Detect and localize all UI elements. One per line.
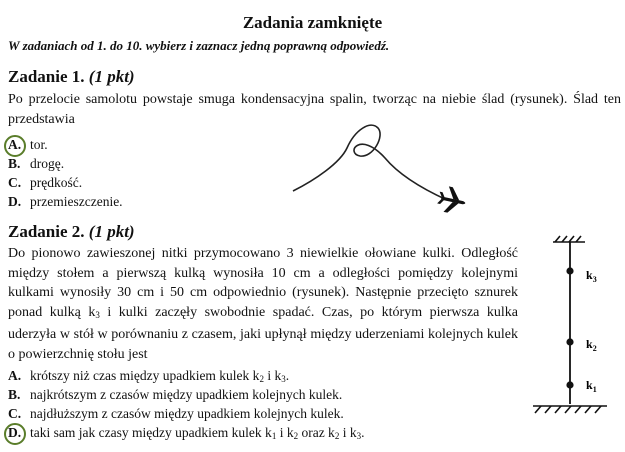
task2-option-d[interactable]: [8, 425, 364, 441]
option-text: tor.: [30, 137, 48, 152]
airplane-icon: [436, 185, 468, 216]
subscript: 3: [281, 374, 286, 384]
task2-heading: [8, 222, 135, 242]
option-text: taki sam jak czasy między upadkiem kulek $k_1$ i $k_2$ oraz $k_2$ i $k_3$.: [30, 425, 365, 441]
label-k1: $k_1$: [586, 378, 597, 394]
subscript: 3: [356, 431, 362, 441]
option-text: krótszy niż czas między upadkiem kulek $k_2$ i $k_3$.: [30, 368, 290, 384]
subscript: 1: [271, 431, 277, 441]
task1-option-c[interactable]: [8, 175, 82, 191]
option-letter: B.: [8, 387, 21, 402]
option-text: przemieszczenie.: [30, 194, 123, 209]
option-text: drogę.: [30, 156, 65, 171]
task1-points: (1 pkt): [88, 67, 135, 86]
task2-text: [8, 244, 518, 364]
label-k2-index: 2: [592, 344, 597, 353]
option-letter: B.: [8, 156, 21, 171]
task2-title: Zadanie 2.: [8, 222, 85, 241]
task2-points: (1 pkt): [88, 222, 135, 241]
instructions: W zadaniach od 1. do 10. wybierz i zaznacz jedną poprawną odpowiedź.: [8, 38, 390, 53]
option-letter: A.: [8, 368, 22, 383]
task1-heading: [8, 67, 135, 87]
task2-option-c[interactable]: [8, 406, 344, 422]
subscript: 2: [259, 374, 264, 384]
option-letter: C.: [8, 406, 22, 421]
task2-text-content: Do pionowo zawieszonej nitki przymocowano 3 niewielkie ołowiane kulki. Odległość między stołem a pierwszą kulką wynosiła 10 cm a odległości pomiędzy kolejnymi kulkami wynosiły 30 cm i 50 cm odpowiednio (rysunek). Następnie przecięto sznurek ponad kulką $k_3$ i kulki zaczęły swobodnie spadać. Czas, po którym pierwsza kulka uderzyła w stół w porównaniu z czasem, jaki upłynął między uderzeniami kolejnych kulek o powierzchnię stołu jest: [8, 246, 518, 362]
ceiling-hatch: [553, 236, 585, 242]
label-k3-index: 3: [592, 275, 597, 284]
contrail-path: [293, 125, 447, 200]
ball-k2: [566, 338, 573, 345]
task1-option-d[interactable]: [8, 194, 123, 210]
task1-option-a[interactable]: [8, 137, 48, 153]
option-text: najkrótszym z czasów między upadkiem kolejnych kulek.: [30, 387, 343, 402]
option-letter: D.: [8, 425, 22, 440]
option-letter: C.: [8, 175, 22, 190]
option-letter: D.: [8, 194, 22, 209]
label-k3: $k_3$: [586, 268, 597, 284]
task2-option-b[interactable]: [8, 387, 342, 403]
subscript: 2: [293, 431, 299, 441]
task1-text: Po przelocie samolotu powstaje smuga kondensacyjna spalin, tworząc na niebie ślad (rysunek). Ślad ten przedstawia: [8, 92, 621, 127]
option-letter: A.: [8, 137, 22, 152]
ball-k1: [566, 381, 573, 388]
option-text: prędkość.: [30, 175, 83, 190]
pendulum-balls-figure: [525, 232, 620, 417]
label-k2: $k_2$: [586, 337, 597, 353]
task1-option-b[interactable]: [8, 156, 64, 172]
table-hatch: [533, 406, 607, 413]
subscript: 2: [334, 431, 340, 441]
subscript: 3: [95, 309, 100, 320]
page-title: Zadania zamknięte: [242, 13, 383, 32]
contrail-figure: [285, 118, 475, 218]
label-k1-index: 1: [592, 385, 597, 394]
ball-k3: [566, 267, 573, 274]
task2-option-a[interactable]: [8, 368, 289, 384]
option-text: najdłuższym z czasów między upadkiem kolejnych kulek.: [30, 406, 344, 421]
task1-title: Zadanie 1.: [8, 67, 85, 86]
